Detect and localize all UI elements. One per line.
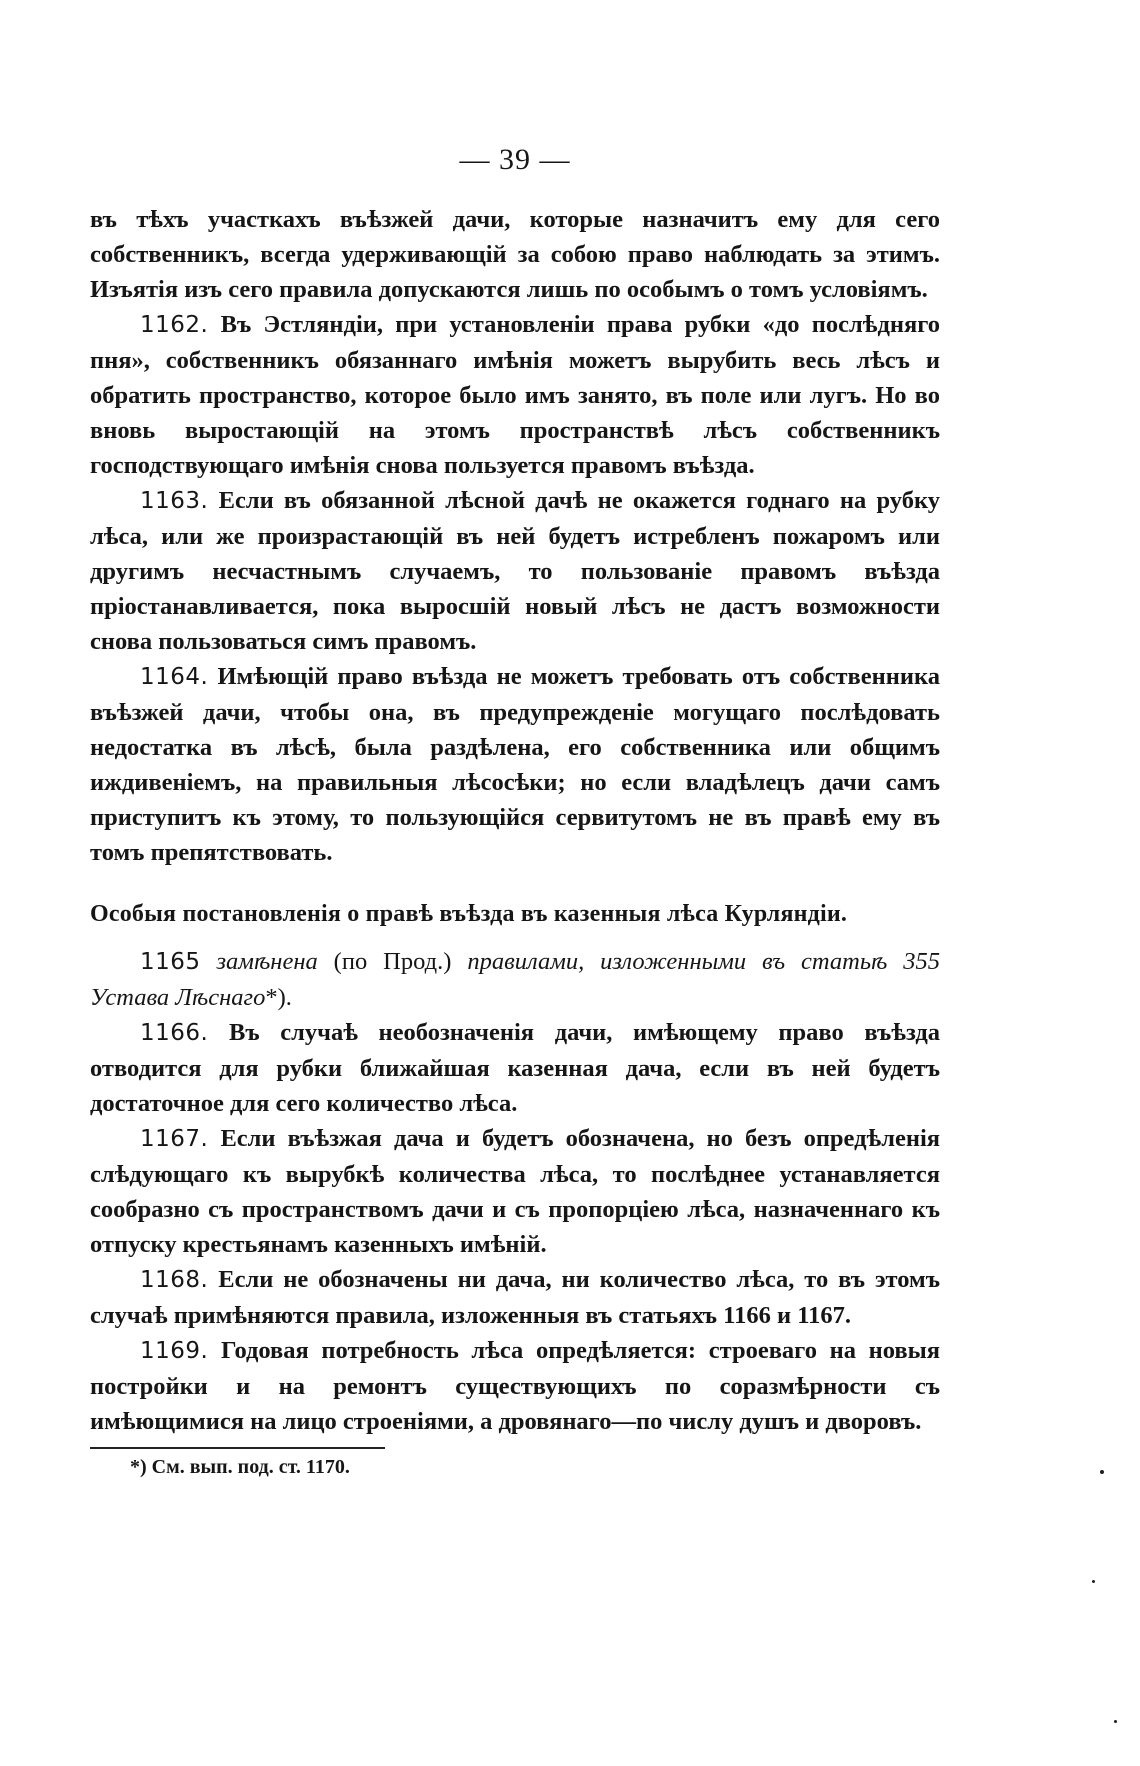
footnote-divider [90, 1447, 385, 1449]
article-1169 [90, 1333, 940, 1439]
footnote: *) См. вып. под. ст. 1170. [130, 1456, 350, 1478]
article-text: Имѣющій право въѣзда не можетъ требовать отъ собственника въѣзжей дачи, чтобы она, въ предупрежденіе могущаго послѣдовать недостатка въ лѣсѣ, была раздѣлена, его собственника или общимъ иждивеніемъ, на правильныя лѣсосѣки; но если владѣлецъ дачи самъ приступитъ къ этому, то пользующійся сервитутомъ не въ правѣ ему въ томъ препятствовать. [90, 663, 940, 866]
scan-speck [1092, 1580, 1095, 1583]
article-number: 1167. [140, 1126, 209, 1152]
article-number: 1164. [140, 664, 209, 690]
article-text: Если въ обязанной лѣсной дачѣ не окажется годнаго на рубку лѣса, или же произрастающій въ ней будетъ истребленъ пожаромъ или другимъ несчастнымъ случаемъ, то пользованіе правомъ въѣзда пріостанавливается, пока выросшій новый лѣсъ не дастъ возможности снова пользоваться симъ правомъ. [90, 487, 941, 655]
article-number: 1165 [140, 949, 201, 975]
article-italic-text: правилами, изложенными въ статьѣ 355 Устава Лѣснаго [90, 948, 941, 1011]
article-number: 1169. [140, 1338, 209, 1364]
footnote-reference: *). [265, 984, 292, 1011]
page-number: — 39 — [459, 143, 571, 176]
article-italic-text: замѣнена [216, 948, 318, 975]
article-number: 1166. [140, 1020, 209, 1046]
article-number: 1162. [140, 312, 209, 338]
article-text: Если не обозначены ни дача, ни количество лѣса, то въ этомъ случаѣ примѣняются правила, изложенныя въ статьяхъ 1166 и 1167. [90, 1266, 940, 1329]
article-text: Въ Эстляндіи, при установленіи права рубки «до послѣдняго пня», собственникъ обязаннаго имѣнія можетъ вырубить весь лѣсъ и обратить пространство, которое было имъ занято, въ поле или лугъ. Но во вновь выростающій на этомъ пространствѣ лѣсъ собственникъ господствующаго имѣнія снова пользуется правомъ въѣзда. [90, 311, 941, 479]
article-1163 [90, 483, 940, 659]
article-1168 [90, 1262, 940, 1333]
article-1165 [90, 944, 940, 1015]
scan-speck [1100, 1470, 1104, 1474]
document-page [90, 140, 940, 1481]
article-1162 [90, 307, 940, 483]
paragraph-text: въ тѣхъ участкахъ въѣзжей дачи, которые назначитъ ему для сего собственникъ, всегда удерживающій за собою право наблюдать за этимъ. Изъятія изъ сего правила допускаются лишь по особымъ о томъ условіямъ. [90, 206, 940, 303]
article-1164 [90, 659, 940, 870]
article-number: 1168. [140, 1267, 209, 1293]
article-text: Если въѣзжая дача и будетъ обозначена, но безъ опредѣленія слѣдующаго къ вырубкѣ количества лѣса, то послѣднее устанавляется сообразно съ пространствомъ дачи и съ пропорціею лѣса, назначеннаго къ отпуску крестьянамъ казенныхъ имѣній. [90, 1125, 941, 1258]
article-1166 [90, 1015, 940, 1121]
article-text: Годовая потребность лѣса опредѣляется: строеваго на новыя постройки и на ремонтъ существующихъ по соразмѣрности съ имѣющимися на лицо строеніями, а дровянаго—по числу душъ и дворовъ. [90, 1337, 940, 1435]
paragraph-continuation [90, 202, 940, 307]
scan-speck [1114, 1720, 1117, 1723]
section-heading: Особыя постановленія о правѣ въѣзда въ казенныя лѣса Курляндіи. [90, 901, 848, 927]
article-text: Въ случаѣ необозначенія дачи, имѣющему право въѣзда отводится для рубки ближайшая казенная дача, если въ ней будетъ достаточное для сего количество лѣса. [90, 1019, 941, 1117]
article-normal-text: (по Прод.) [333, 948, 452, 975]
article-number: 1163. [140, 488, 209, 514]
article-1167 [90, 1121, 940, 1262]
